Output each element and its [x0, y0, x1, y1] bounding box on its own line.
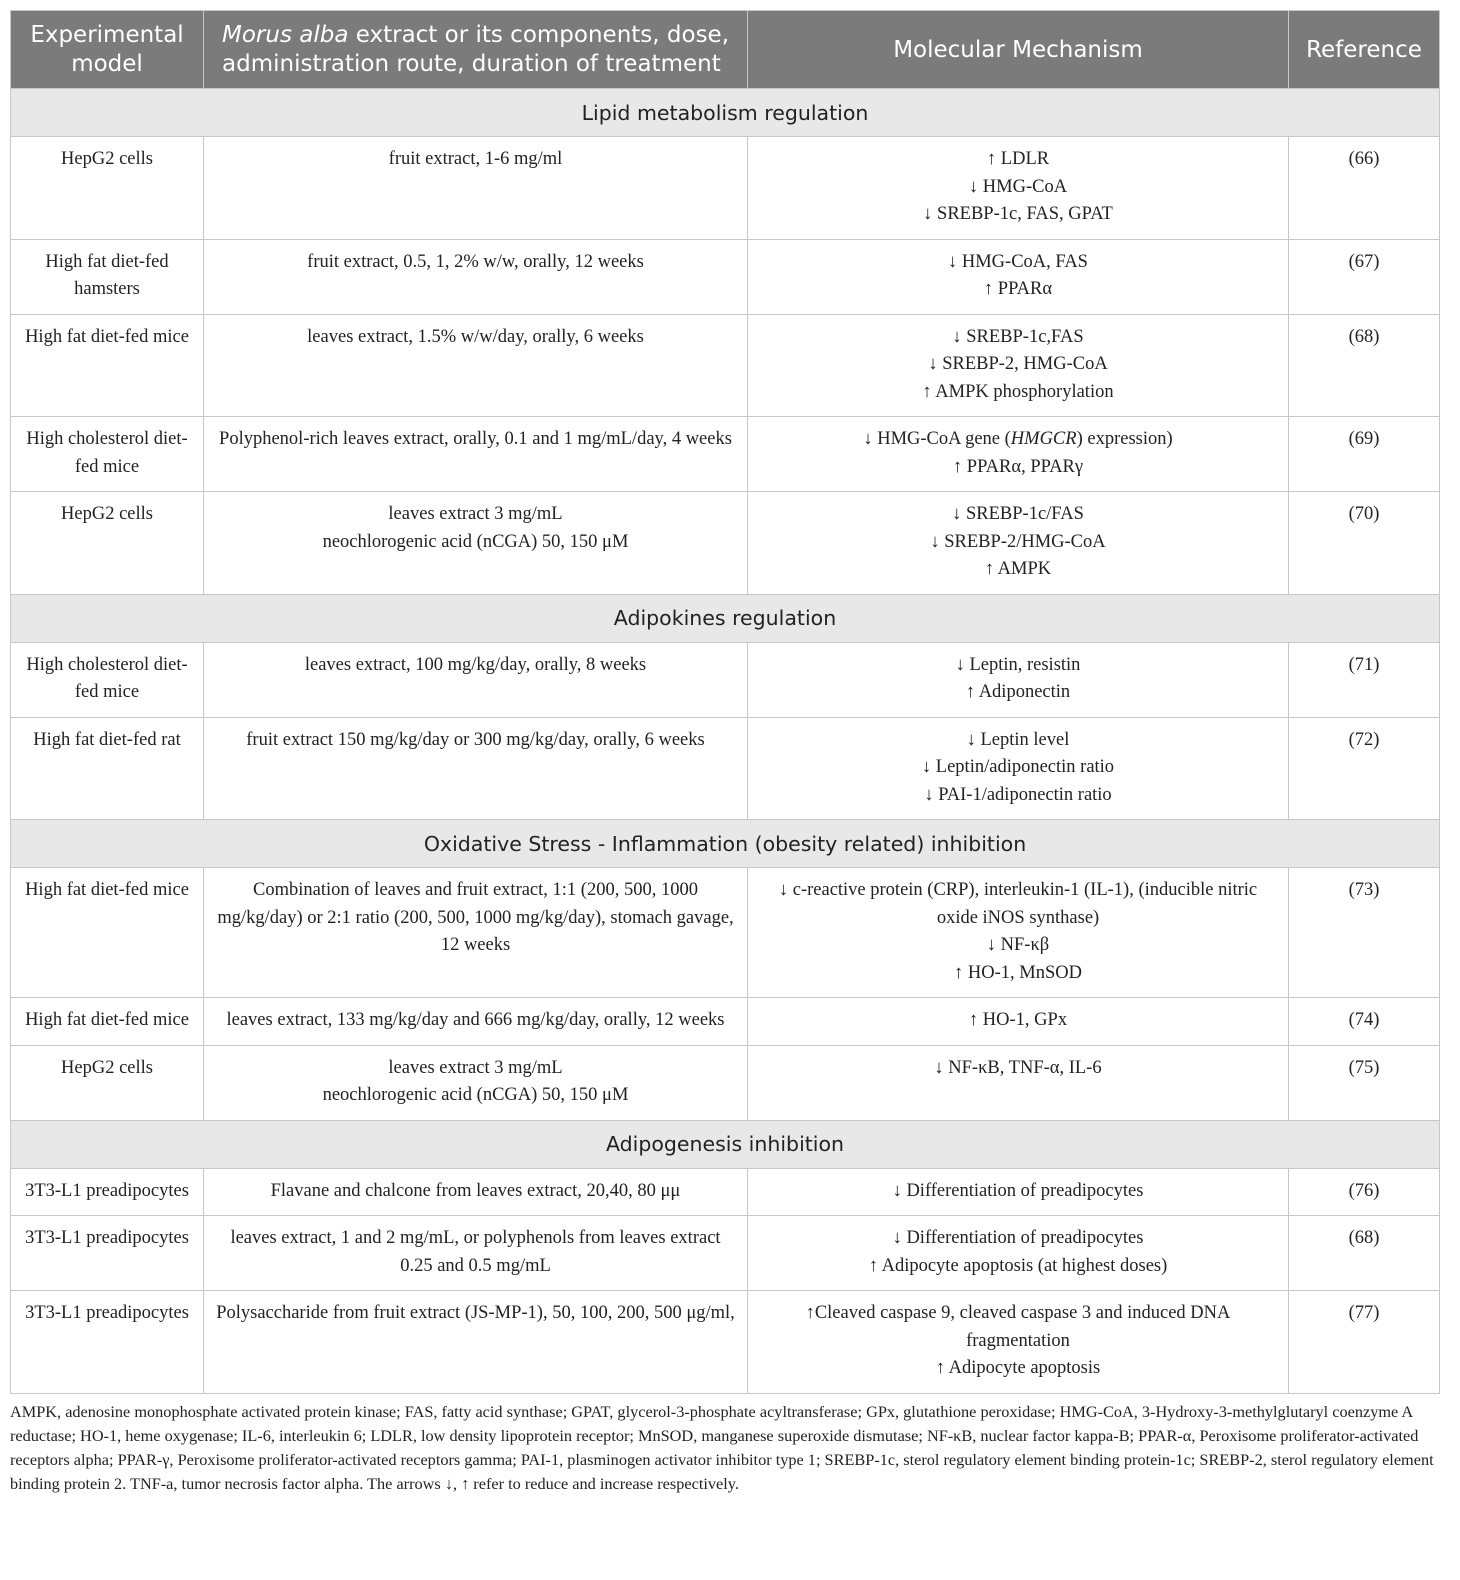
mechanism-line: ↓ Leptin level	[966, 729, 1070, 750]
mechanism-line: ↑ PPARα	[983, 279, 1053, 299]
mechanism-line: ↓ SREBP-2/HMG-CoA	[930, 531, 1106, 552]
table-row	[11, 642, 1440, 717]
cell-model: High fat diet-fed hamsters	[11, 239, 204, 314]
mechanism-line: ↑ Adipocyte apoptosis (at highest doses)	[868, 1255, 1168, 1276]
cell-reference-link[interactable]: (68)	[1289, 1216, 1440, 1291]
cell-reference-link[interactable]: (75)	[1289, 1045, 1440, 1120]
table-row	[11, 314, 1440, 417]
extract-line: neochlorogenic acid (nCGA) 50, 150 μM	[322, 531, 629, 552]
extract-line: Flavane and chalcone from leaves extract, 20,40, 80 μμ	[270, 1180, 681, 1201]
cell-extract	[204, 1216, 748, 1291]
section-row	[11, 89, 1440, 137]
cell-extract	[204, 314, 748, 417]
mechanism-line: ↑Cleaved caspase 9, cleaved caspase 3 and induced DNA fragmentation	[805, 1303, 1231, 1351]
cell-mechanism	[748, 137, 1289, 240]
cell-mechanism	[748, 417, 1289, 492]
cell-extract	[204, 642, 748, 717]
mechanism-line: ↓ SREBP-1c/FAS	[952, 504, 1084, 524]
mechanism-line: ↓ NF-κB, TNF-α, IL-6	[934, 1057, 1102, 1078]
cell-extract	[204, 492, 748, 595]
table-footnote: AMPK, adenosine monophosphate activated protein kinase; FAS, fatty acid synthase; GPAT, glycerol-3-phosphate acyltransferase; GPx, glutathione peroxidase; HMG-CoA, 3-Hydroxy-3-methylglutaryl coenzyme A reductase; HO-1, heme oxygenase; IL-6, interleukin 6; LDLR, low density lipoprotein receptor; MnSOD, manganese superoxide dismutase; NF-κB, nuclear factor kappa-B; PPAR-α, Peroxisome proliferator-activated receptors alpha; PPAR-γ, Peroxisome proliferator-activated receptors gamma; PAI-1, plasminogen activator inhibitor type 1; SREBP-1c, sterol regulatory element binding protein-1c; SREBP-2, sterol regulatory element binding protein 2. TNF-a, tumor necrosis factor alpha. The arrows ↓, ↑ refer to reduce and increase respectively.	[10, 1401, 1434, 1493]
cell-reference-link[interactable]: (73)	[1289, 868, 1440, 998]
mechanism-line: ↑ LDLR	[986, 149, 1050, 169]
cell-model: 3T3-L1 preadipocytes	[11, 1291, 204, 1394]
extract-line: leaves extract 3 mg/mL	[388, 504, 563, 524]
mechanism-line: ↑ Adipocyte apoptosis	[935, 1358, 1101, 1378]
mechanism-line: ↓ Differentiation of preadipocytes	[892, 1180, 1144, 1201]
table-row	[11, 492, 1440, 595]
mechanism-line: ↓ SREBP-2, HMG-CoA	[928, 354, 1108, 374]
header-extract-species: Morus alba	[222, 22, 349, 48]
cell-extract	[204, 1291, 748, 1394]
table-row	[11, 1045, 1440, 1120]
table-row	[11, 137, 1440, 240]
section-row	[11, 1120, 1440, 1168]
header-experimental-model: Experimental model	[11, 11, 204, 89]
cell-mechanism	[748, 1216, 1289, 1291]
mechanism-line: ↑ AMPK	[984, 559, 1052, 579]
mechanism-line: ↓ HMG-CoA	[968, 176, 1068, 197]
cell-mechanism	[748, 492, 1289, 595]
cell-reference-link[interactable]: (74)	[1289, 998, 1440, 1046]
mechanism-line: ↑ PPARα, PPARγ	[952, 456, 1084, 477]
cell-model: 3T3-L1 preadipocytes	[11, 1216, 204, 1291]
cell-mechanism	[748, 314, 1289, 417]
cell-mechanism	[748, 717, 1289, 820]
table-container	[10, 10, 1439, 1496]
extract-line: Combination of leaves and fruit extract, 1:1 (200, 500, 1000 mg/kg/day) or 2:1 ratio (200, 500, 1000 mg/kg/day), stomach gavage, 12 weeks	[217, 880, 734, 955]
cell-model: High fat diet-fed mice	[11, 868, 204, 998]
section-row	[11, 820, 1440, 868]
extract-line: leaves extract, 133 mg/kg/day and 666 mg/kg/day, orally, 12 weeks	[226, 1010, 725, 1030]
extract-line: Polyphenol-rich leaves extract, orally, 0.1 and 1 mg/mL/day, 4 weeks	[219, 429, 732, 449]
table-header	[11, 11, 1440, 89]
table-row	[11, 1291, 1440, 1394]
cell-mechanism	[748, 642, 1289, 717]
mechanism-line: ↓ SREBP-1c,FAS	[952, 326, 1084, 347]
section-title: Adipogenesis inhibition	[11, 1120, 1440, 1168]
cell-reference-link[interactable]: (68)	[1289, 314, 1440, 417]
cell-mechanism	[748, 1168, 1289, 1216]
mechanism-line: ↓ HMG-CoA gene (HMGCR) expression)	[863, 429, 1173, 449]
extract-line: neochlorogenic acid (nCGA) 50, 150 μM	[322, 1085, 629, 1105]
cell-mechanism	[748, 998, 1289, 1046]
extract-line: leaves extract, 1.5% w/w/day, orally, 6 weeks	[307, 326, 644, 347]
cell-extract	[204, 998, 748, 1046]
header-reference: Reference	[1289, 11, 1440, 89]
table-row	[11, 717, 1440, 820]
cell-mechanism	[748, 239, 1289, 314]
cell-reference-link[interactable]: (69)	[1289, 417, 1440, 492]
table-body	[11, 89, 1440, 1394]
cell-extract	[204, 239, 748, 314]
mechanism-line: ↓ c-reactive protein (CRP), interleukin-1 (IL-1), (inducible nitric oxide iNOS synthase)	[778, 880, 1258, 928]
extract-line: leaves extract 3 mg/mL	[388, 1057, 563, 1078]
cell-extract	[204, 868, 748, 998]
mechanism-line: ↓ Leptin/adiponectin ratio	[921, 757, 1115, 777]
extract-line: fruit extract, 1-6 mg/ml	[388, 149, 563, 169]
cell-reference-link[interactable]: (76)	[1289, 1168, 1440, 1216]
cell-reference-link[interactable]: (70)	[1289, 492, 1440, 595]
cell-extract	[204, 717, 748, 820]
extract-line: leaves extract, 1 and 2 mg/mL, or polyphenols from leaves extract 0.25 and 0.5 mg/mL	[230, 1228, 721, 1276]
cell-model: HepG2 cells	[11, 1045, 204, 1120]
cell-extract	[204, 137, 748, 240]
table-row	[11, 239, 1440, 314]
cell-reference-link[interactable]: (66)	[1289, 137, 1440, 240]
cell-reference-link[interactable]: (71)	[1289, 642, 1440, 717]
cell-reference-link[interactable]: (67)	[1289, 239, 1440, 314]
extract-line: Polysaccharide from fruit extract (JS-MP-1), 50, 100, 200, 500 μg/ml,	[216, 1303, 735, 1323]
data-table	[10, 10, 1440, 1394]
mechanism-line: ↓ Leptin, resistin	[955, 654, 1081, 675]
extract-line: fruit extract 150 mg/kg/day or 300 mg/kg/day, orally, 6 weeks	[246, 729, 705, 750]
cell-reference-link[interactable]: (77)	[1289, 1291, 1440, 1394]
table-row	[11, 1168, 1440, 1216]
mechanism-line: ↓ Differentiation of preadipocytes	[892, 1228, 1144, 1248]
extract-line: fruit extract, 0.5, 1, 2% w/w, orally, 12 weeks	[307, 251, 644, 272]
cell-extract	[204, 1045, 748, 1120]
cell-mechanism	[748, 1291, 1289, 1394]
extract-line: leaves extract, 100 mg/kg/day, orally, 8 weeks	[304, 654, 647, 675]
mechanism-line: ↑ AMPK phosphorylation	[922, 381, 1114, 402]
cell-model: High fat diet-fed mice	[11, 314, 204, 417]
cell-reference-link[interactable]: (72)	[1289, 717, 1440, 820]
cell-model: HepG2 cells	[11, 492, 204, 595]
cell-model: High cholesterol diet-fed mice	[11, 642, 204, 717]
cell-mechanism	[748, 868, 1289, 998]
cell-model: High cholesterol diet-fed mice	[11, 417, 204, 492]
mechanism-line: ↓ HMG-CoA, FAS	[948, 251, 1088, 272]
table-row	[11, 868, 1440, 998]
cell-model: High fat diet-fed mice	[11, 998, 204, 1046]
cell-model: 3T3-L1 preadipocytes	[11, 1168, 204, 1216]
header-extract-rest: extract or its components, dose, administration route, duration of treatment	[222, 22, 730, 77]
cell-mechanism	[748, 1045, 1289, 1120]
section-title: Adipokines regulation	[11, 594, 1440, 642]
section-row	[11, 594, 1440, 642]
table-row	[11, 1216, 1440, 1291]
cell-extract	[204, 1168, 748, 1216]
mechanism-line: ↓ NF-κβ	[986, 935, 1050, 955]
table-row	[11, 417, 1440, 492]
section-title: Lipid metabolism regulation	[11, 89, 1440, 137]
mechanism-line: ↓ SREBP-1c, FAS, GPAT	[923, 204, 1113, 224]
cell-model: High fat diet-fed rat	[11, 717, 204, 820]
mechanism-line: ↓ PAI-1/adiponectin ratio	[924, 784, 1112, 805]
cell-model: HepG2 cells	[11, 137, 204, 240]
header-molecular-mechanism: Molecular Mechanism	[748, 11, 1289, 89]
cell-extract	[204, 417, 748, 492]
table-row	[11, 998, 1440, 1046]
mechanism-line: ↑ HO-1, MnSOD	[954, 962, 1082, 983]
mechanism-line: ↑ Adiponectin	[965, 682, 1071, 702]
section-title: Oxidative Stress - Inflammation (obesity related) inhibition	[11, 820, 1440, 868]
mechanism-line: ↑ HO-1, GPx	[968, 1010, 1068, 1030]
header-extract	[204, 11, 748, 89]
